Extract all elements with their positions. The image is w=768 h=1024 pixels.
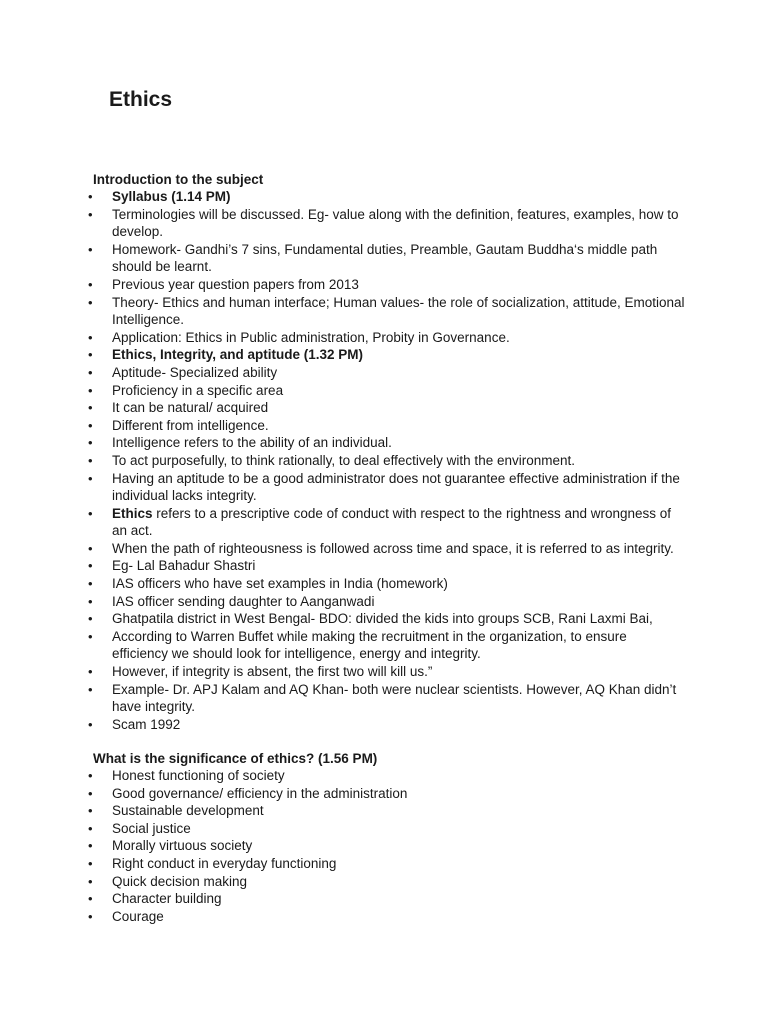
- bullet-text: Honest functioning of society: [112, 768, 285, 783]
- bullet-text: Homework- Gandhi’s 7 sins, Fundamental duties, Preamble, Gautam Buddha‘s middle path should be learnt.: [112, 241, 658, 275]
- bullet-text: Scam 1992: [112, 716, 181, 732]
- section-heading-introduction: Introduction to the subject: [93, 172, 264, 187]
- bullet-icon: •: [88, 329, 93, 345]
- bullet-text: According to Warren Buffet while making the recruitment in the organization, to ensure efficiency we should look for intelligence, energy and integrity.: [112, 628, 627, 662]
- bullet-text: Aptitude- Specialized ability: [112, 364, 278, 380]
- bullet-text: To act purposefully, to think rationally, to deal effectively with the environment.: [112, 452, 575, 468]
- bullet-icon: •: [88, 558, 93, 574]
- bullet-text: IAS officer sending daughter to Aanganwadi: [112, 593, 375, 609]
- introduction-bullet-list: [85, 188, 685, 733]
- bullet-icon: •: [88, 873, 93, 889]
- bullet-icon: •: [88, 276, 93, 292]
- bullet-item: [85, 382, 685, 400]
- bullet-icon: •: [88, 611, 93, 627]
- bullet-text: Different from intelligence.: [112, 417, 269, 433]
- bullet-icon: •: [88, 294, 93, 310]
- bullet-item: [85, 557, 685, 575]
- bullet-icon: •: [88, 681, 93, 697]
- significance-bullet-list: [85, 767, 685, 925]
- document-title: Ethics: [109, 88, 173, 111]
- bullet-item: [85, 610, 685, 628]
- bullet-bold-text: Ethics, Integrity, and aptitude (1.32 PM): [112, 347, 364, 363]
- bullet-item: [85, 346, 685, 364]
- bullet-item: [85, 188, 685, 206]
- bullet-text: Proficiency in a specific area: [112, 382, 284, 398]
- bullet-text: Courage: [112, 908, 164, 924]
- bullet-icon: •: [88, 628, 93, 644]
- bullet-item: [85, 540, 685, 558]
- bullet-item: [85, 890, 685, 908]
- bullet-icon: •: [88, 189, 93, 204]
- bullet-icon: •: [88, 417, 93, 433]
- bullet-text: When the path of righteousness is followed across time and space, it is referred to as integrity.: [112, 540, 674, 556]
- bullet-item: [85, 802, 685, 820]
- bullet-icon: •: [88, 820, 93, 836]
- bullet-item: [85, 820, 685, 838]
- bullet-item: [85, 452, 685, 470]
- bullet-item: [85, 593, 685, 611]
- bullet-item: [85, 294, 685, 329]
- bullet-text: Right conduct in everyday functioning: [112, 855, 337, 871]
- bullet-icon: •: [88, 593, 93, 609]
- section-heading-significance: What is the significance of ethics? (1.56 PM): [93, 751, 378, 766]
- bullet-item: [85, 873, 685, 891]
- bullet-item: [85, 241, 685, 276]
- bullet-item: [85, 716, 685, 734]
- bullet-icon: •: [88, 470, 93, 486]
- bullet-item: [85, 681, 685, 716]
- bullet-text: IAS officers who have set examples in India (homework): [112, 576, 448, 592]
- bullet-item: [85, 276, 685, 294]
- bullet-item: [85, 575, 685, 593]
- bullet-icon: •: [88, 768, 93, 783]
- bullet-text: Character building: [112, 891, 222, 907]
- bullet-item: [85, 364, 685, 382]
- bullet-text: Having an aptitude to be a good administrator does not guarantee effective administration if the individual lacks integrity.: [112, 470, 680, 504]
- bullet-bold-text: Syllabus (1.14 PM): [112, 189, 231, 204]
- bullet-bold-text: Ethics: [112, 505, 153, 521]
- bullet-icon: •: [88, 452, 93, 468]
- bullet-text: Social justice: [112, 820, 191, 836]
- bullet-icon: •: [88, 364, 93, 380]
- bullet-icon: •: [88, 241, 93, 257]
- bullet-item: [85, 206, 685, 241]
- bullet-icon: •: [88, 382, 93, 398]
- bullet-icon: •: [88, 785, 93, 801]
- bullet-icon: •: [88, 891, 93, 907]
- bullet-item: [85, 908, 685, 926]
- bullet-item: [85, 663, 685, 681]
- bullet-text: Eg- Lal Bahadur Shastri: [112, 558, 256, 574]
- bullet-text: Example- Dr. APJ Kalam and AQ Khan- both were nuclear scientists. However, AQ Khan didn’t have integrity.: [112, 681, 677, 715]
- bullet-item: [85, 417, 685, 435]
- bullet-icon: •: [88, 908, 93, 924]
- bullet-icon: •: [88, 855, 93, 871]
- bullet-icon: •: [88, 576, 93, 592]
- bullet-text: Previous year question papers from 2013: [112, 276, 359, 292]
- bullet-icon: •: [88, 838, 93, 854]
- bullet-item: [85, 434, 685, 452]
- bullet-icon: •: [88, 206, 93, 222]
- bullet-icon: •: [88, 716, 93, 732]
- bullet-text: Sustainable development: [112, 803, 264, 819]
- bullet-icon: •: [88, 505, 93, 521]
- bullet-icon: •: [88, 803, 93, 819]
- bullet-icon: •: [88, 664, 93, 680]
- bullet-item: [85, 855, 685, 873]
- bullet-text: It can be natural/ acquired: [112, 400, 269, 416]
- bullet-icon: •: [88, 540, 93, 556]
- bullet-text: Morally virtuous society: [112, 838, 253, 854]
- bullet-text: Good governance/ efficiency in the administration: [112, 785, 408, 801]
- bullet-item: [85, 628, 685, 663]
- bullet-item: [85, 767, 685, 785]
- bullet-item: [85, 785, 685, 803]
- bullet-text: Terminologies will be discussed. Eg- value along with the definition, features, examples, how to develop.: [112, 206, 679, 240]
- bullet-icon: •: [88, 347, 93, 363]
- bullet-icon: •: [88, 435, 93, 451]
- bullet-text: Intelligence refers to the ability of an individual.: [112, 435, 392, 451]
- bullet-item: [85, 837, 685, 855]
- bullet-text: Application: Ethics in Public administration, Probity in Governance.: [112, 329, 510, 345]
- bullet-item: [85, 329, 685, 347]
- bullet-item: [85, 470, 685, 505]
- bullet-text: Quick decision making: [112, 873, 248, 889]
- bullet-text: Theory- Ethics and human interface; Human values- the role of socialization, attitude, Emotional Intelligence.: [112, 294, 685, 328]
- bullet-icon: •: [88, 400, 93, 416]
- bullet-text: However, if integrity is absent, the first two will kill us.”: [112, 664, 433, 680]
- bullet-item: [85, 505, 685, 540]
- bullet-item: [85, 399, 685, 417]
- bullet-text: refers to a prescriptive code of conduct with respect to the rightness and wrongness of an act.: [112, 505, 672, 539]
- bullet-text: Ghatpatila district in West Bengal- BDO: divided the kids into groups SCB, Rani Laxmi Bai,: [112, 611, 653, 627]
